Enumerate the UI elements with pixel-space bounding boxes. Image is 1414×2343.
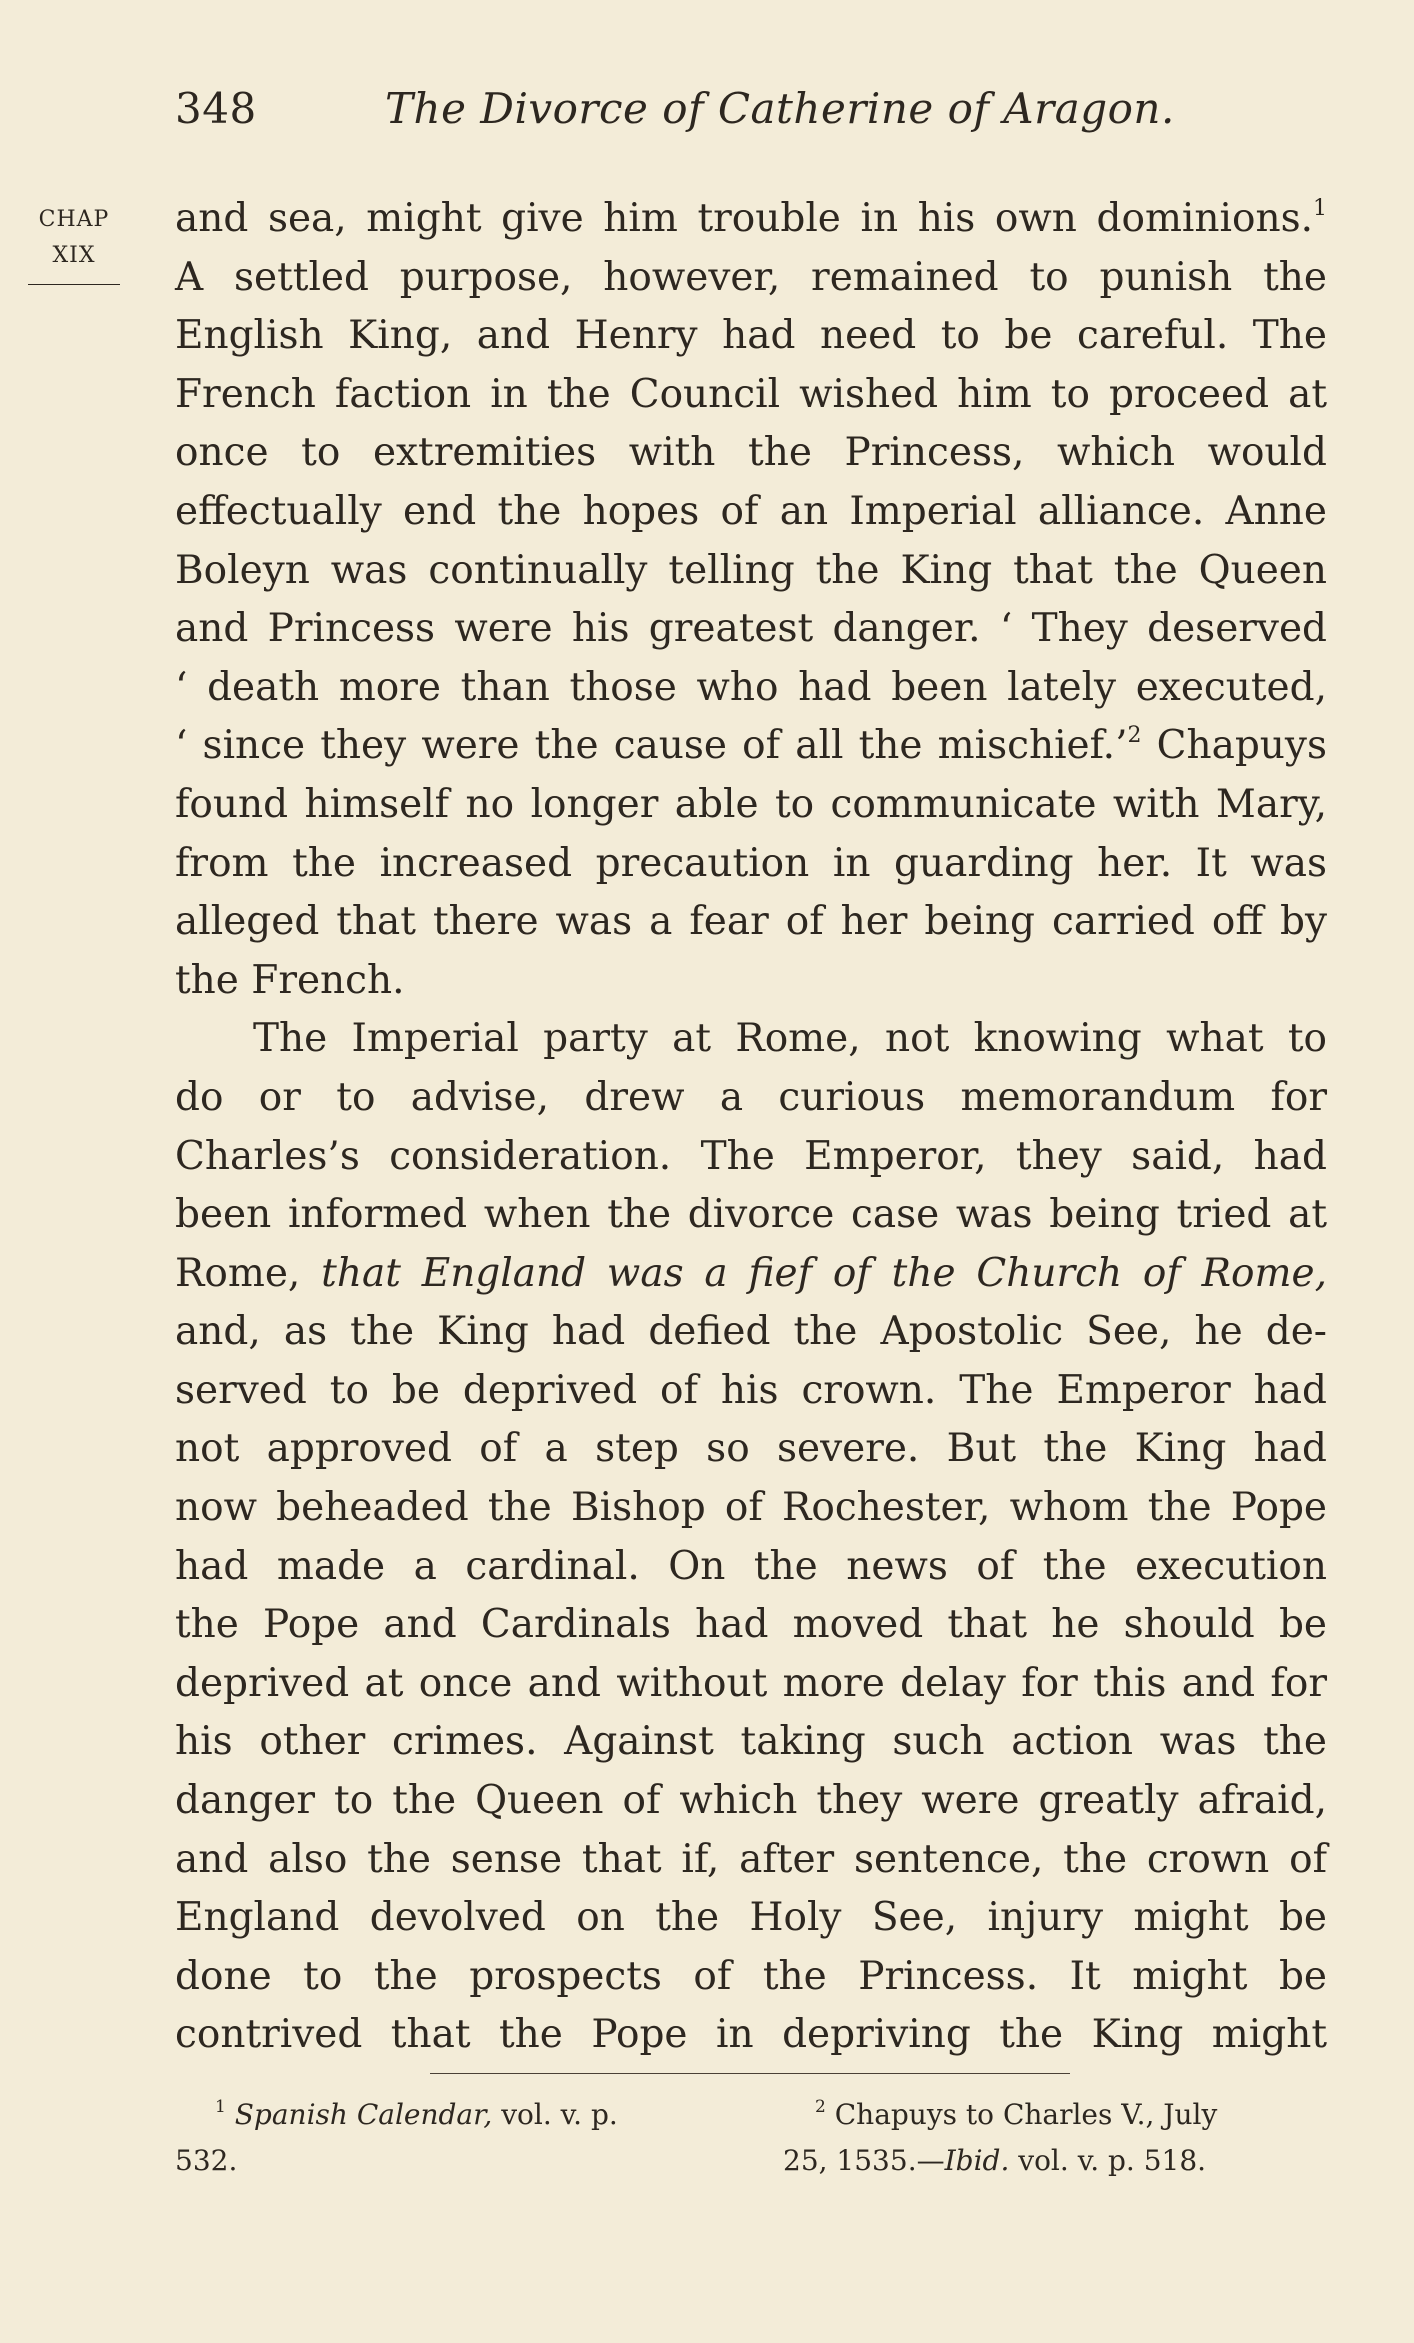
italic-phrase: that England was a fief of the Church of Rome, <box>321 1250 1327 1296</box>
running-header <box>175 84 1325 144</box>
text-line: and sea, might give him trouble in his own dominions.$^1$ <box>175 196 1327 241</box>
text-line: deprived at once and without more delay for this and for <box>175 1660 1327 1706</box>
chapter-label: CHAP <box>38 207 110 232</box>
footnote-line: $^1$ Spanish Calendar, vol. v. p. <box>215 2097 618 2131</box>
text-line: French faction in the Council wished him to proceed at <box>175 371 1327 417</box>
text-line: once to extremities with the Princess, which would <box>175 430 1327 476</box>
text-line: had made a cardinal. On the news of the execution <box>175 1543 1327 1589</box>
text-line: effectually end the hopes of an Imperial alliance. Anne <box>175 488 1327 534</box>
footnote-mark: 2 <box>815 2097 826 2117</box>
text-line: Boleyn was continually telling the King that the Queen <box>175 547 1327 593</box>
text-line: the French. <box>175 957 405 1003</box>
text-line: ‘ since they were the cause of all the mischief.’$^2$ Chapuys <box>175 723 1327 769</box>
text-line: and Princess were his greatest danger. ‘ They deserved <box>175 606 1327 652</box>
text-line: the Pope and Cardinals had moved that he should be <box>175 1602 1327 1648</box>
chapter-number: XIX <box>52 243 96 268</box>
text-line: been informed when the divorce case was being tried at <box>175 1192 1327 1238</box>
footnote-source-title: Spanish Calendar, <box>234 2098 493 2131</box>
text-line: contrived that the Pope in depriving the King might <box>175 2012 1327 2058</box>
text-line: A settled purpose, however, remained to punish the <box>175 254 1327 300</box>
text-line: do or to advise, drew a curious memorandum for <box>175 1074 1327 1120</box>
text-line: from the increased precaution in guarding her. It was <box>175 840 1327 886</box>
footnote-1 <box>175 2092 735 2184</box>
footnote-line: 25, 1535.—Ibid. vol. v. p. 518. <box>783 2144 1207 2177</box>
text-line: done to the prospects of the Princess. It might be <box>175 1953 1327 1999</box>
text-line: danger to the Queen of which they were greatly afraid, <box>175 1778 1327 1824</box>
footnote-separator <box>430 2073 1070 2074</box>
text-line: English King, and Henry had need to be careful. The <box>175 313 1327 359</box>
chapter-margin-note <box>28 202 120 285</box>
text-line: England devolved on the Holy See, injury might be <box>175 1895 1327 1941</box>
footnote-line: 532. <box>175 2144 238 2177</box>
text-line: his other crimes. Against taking such action was the <box>175 1719 1327 1765</box>
page-number: 348 <box>175 84 257 133</box>
text-line: ‘ death more than those who had been lately executed, <box>175 664 1327 710</box>
margin-rule <box>28 284 120 285</box>
text-line: and, as the King had defied the Apostolic See, he de- <box>175 1309 1327 1355</box>
text-line: Charles’s consideration. The Emperor, they said, had <box>175 1133 1327 1179</box>
text-line: not approved of a step so severe. But the King had <box>175 1426 1327 1472</box>
text-line: alleged that there was a fear of her being carried off by <box>175 899 1327 945</box>
body-text <box>175 190 1327 2065</box>
running-title: The Divorce of Catherine of Aragon. <box>385 84 1175 133</box>
footnote-ref: 1 <box>1313 196 1327 221</box>
text-line: found himself no longer able to communicate with Mary, <box>175 781 1327 827</box>
footnote-mark: 1 <box>215 2097 226 2117</box>
text-line: Rome, that England was a fief of the Church of Rome, <box>175 1250 1327 1296</box>
footnote-2 <box>775 2092 1335 2184</box>
text-line: The Imperial party at Rome, not knowing what to <box>253 1016 1327 1062</box>
text-line: served to be deprived of his crown. The Emperor had <box>175 1367 1327 1413</box>
footnote-ibid: Ibid. <box>944 2144 1010 2177</box>
footnote-line: $^2$ Chapuys to Charles V., July <box>815 2097 1218 2131</box>
text-line: and also the sense that if, after sentence, the crown of <box>175 1836 1327 1882</box>
text-line: now beheaded the Bishop of Rochester, whom the Pope <box>175 1485 1327 1531</box>
footnote-ref: 2 <box>1127 723 1142 749</box>
